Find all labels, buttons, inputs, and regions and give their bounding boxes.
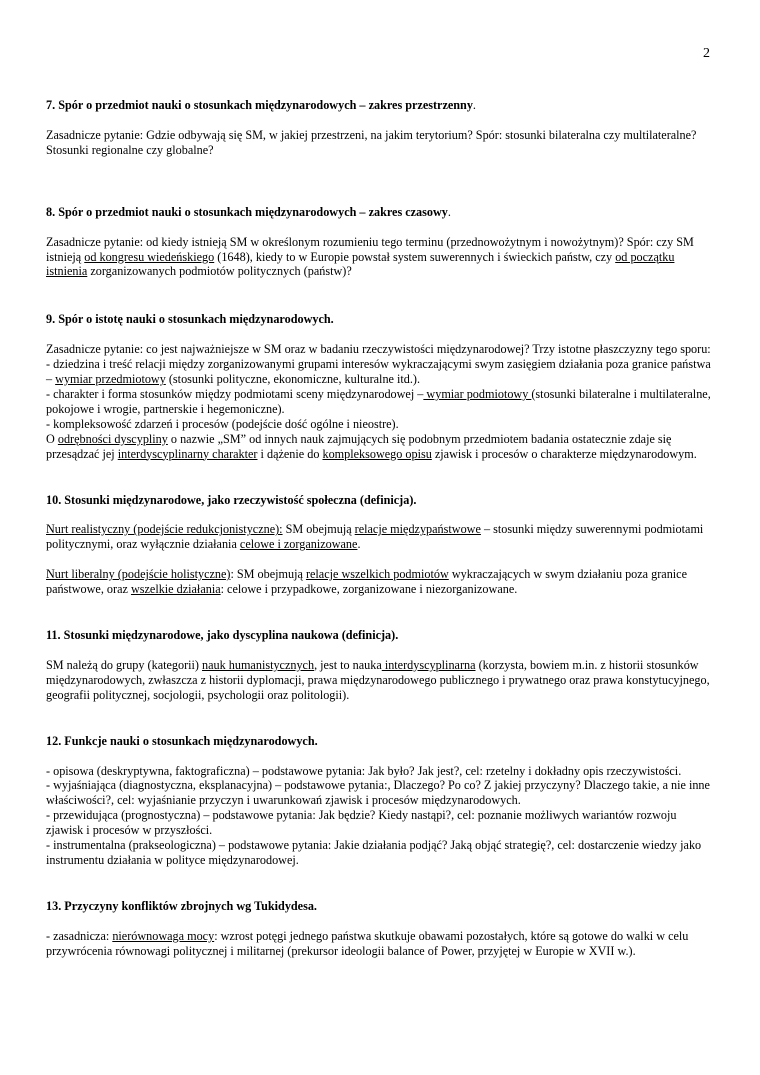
section-9-bullet-2: - charakter i forma stosunków między podmiotami sceny międzynarodowej – wymiar podmiotowy (stosunki bilateralne i multilateralne, pokojowe i wrogie, partnerskie i hegemoniczne). [46, 386, 711, 416]
document-body [46, 98, 714, 959]
underlined-term: celowe i zorganizowane [239, 537, 358, 552]
list-item: - wyjaśniająca (diagnostyczna, eksplanacyjna) – podstawowe pytania:, Dlaczego? Po co? Z jakiej przyczyny? Dlaczego takie, a nie inne właściwości?, cel: wyjaśnianie przyczyn i uwarunkowań zjawisk i procesów międzynarodowych. [46, 778, 710, 808]
section-9 [46, 312, 714, 461]
section-12-title: 12. Funkcje nauki o stosunkach międzynarodowych. [46, 733, 318, 748]
section-8-paragraph: Zasadnicze pytanie: od kiedy istnieją SM w określonym rozumieniu tego terminu (przednowożytnym i nowożytnym)? Spór: czy SM istnieją od kongresu wiedeńskiego (1648), kiedy to w Europie powstał system suwerennych i świeckich państw, czy od początku istnienia zorganizowanych podmiotów politycznych (państw)? [46, 234, 694, 279]
underlined-term: interdyscyplinarny charakter [117, 446, 258, 461]
section-10-title: 10. Stosunki międzynarodowe, jako rzeczywistość społeczna (definicja). [46, 492, 417, 507]
underlined-term: od początku istnienia [46, 249, 675, 279]
section-9-intro: Zasadnicze pytanie: co jest najważniejsze w SM oraz w badaniu rzeczywistości międzynarodowej? Trzy istotne płaszczyzny tego sporu: [46, 342, 711, 357]
underlined-term: odrębności dyscypliny [57, 431, 168, 446]
section-9-conclusion: O odrębności dyscypliny o nazwie „SM” od innych nauk zajmujących się podobnym przedmiotem badania ostatecznie zdaje się przesądzać jej interdyscyplinarny charakter i dążenie do kompleksowego opisu zjawisk i procesów o charakterze międzynarodowym. [46, 431, 697, 461]
underlined-term: Nurt realistyczny (podejście redukcjonistyczne): [46, 522, 283, 537]
underlined-term: od kongresu wiedeńskiego [84, 249, 215, 264]
section-13-title: 13. Przyczyny konfliktów zbrojnych wg Tukidydesa. [46, 898, 317, 913]
underlined-term: relacje międzypaństwowe [354, 522, 481, 537]
section-9-title: 9. Spór o istotę nauki o stosunkach międzynarodowych. [46, 312, 334, 327]
section-7 [46, 98, 714, 158]
section-13-paragraph: - zasadnicza: nierównowaga mocy: wzrost potęgi jednego państwa skutkuje obawami pozostałych, które są gotowe do walki w celu przywrócenia równowagi politycznej i militarnej (prekursor ideologii balance of Power, przyjętej w Europie w XVII w.). [46, 928, 689, 958]
section-10 [46, 493, 714, 598]
underlined-term: Nurt liberalny (podejście holistyczne) [46, 567, 231, 582]
list-item: - opisowa (deskryptywna, faktograficzna) – podstawowe pytania: Jak było? Jak jest?, cel: rzetelny i dokładny opis rzeczywistości. [46, 763, 682, 778]
underlined-term: wszelkie działania [130, 582, 221, 597]
section-7-title: 7. Spór o przedmiot nauki o stosunkach międzynarodowych – zakres przestrzenny. [46, 98, 476, 112]
section-12-list [46, 764, 714, 868]
section-8-title: 8. Spór o przedmiot nauki o stosunkach międzynarodowych – zakres czasowy. [46, 204, 451, 219]
section-11-title: 11. Stosunki międzynarodowe, jako dyscyplina naukowa (definicja). [46, 628, 399, 643]
underlined-term: interdyscyplinarna [381, 657, 476, 672]
section-13 [46, 899, 714, 959]
section-10-liberalism: Nurt liberalny (podejście holistyczne): SM obejmują relacje wszelkich podmiotów wykraczających w swym działaniu poza granice państwowe, oraz wszelkie działania: celowe i przypadkowe, zorganizowane i niezorganizowane. [46, 567, 688, 597]
section-12 [46, 734, 714, 868]
underlined-term: nierównowaga mocy [112, 928, 215, 943]
underlined-term: wymiar przedmiotowy [55, 372, 166, 387]
underlined-term: nauk humanistycznych [202, 657, 315, 672]
section-11 [46, 628, 714, 703]
list-item: - przewidująca (prognostyczna) – podstawowe pytania: Jak będzie? Kiedy nastąpi?, cel: poznanie możliwych wariantów rozwoju zjawisk i procesów w przyszłości. [46, 808, 677, 838]
underlined-term: wymiar podmiotowy [423, 386, 532, 401]
section-9-bullet-1: - dziedzina i treść relacji między zorganizowanymi grupami interesów wykraczającymi swym zasięgiem działania poza granice państwa – wymiar przedmiotowy (stosunki polityczne, ekonomiczne, kulturalne itd.). [46, 357, 711, 387]
section-7-paragraph: Zasadnicze pytanie: Gdzie odbywają się SM, w jakiej przestrzeni, na jakim terytorium? Spór: stosunki bilateralna czy multilateralne? Stosunki regionalne czy globalne? [46, 127, 697, 157]
underlined-term: relacje wszelkich podmiotów [305, 567, 449, 582]
underlined-term: kompleksowego opisu [322, 446, 432, 461]
list-item: - instrumentalna (prakseologiczna) – podstawowe pytania: Jakie działania podjąć? Jaką objąć strategię?, cel: dostarczenie wiedzy jako instrumentu działania w polityce międzynarodowej. [46, 838, 702, 867]
page-number: 2 [703, 46, 710, 61]
section-11-paragraph: SM należą do grupy (kategorii) nauk humanistycznych, jest to nauka interdyscyplinarna (korzysta, bowiem m.in. z historii stosunków międzynarodowych, zwłaszcza z historii dyplomacji, prawa międzynarodowego publicznego i prywatnego oraz prawa konstytucyjnego, geografii politycznej, socjologii, psychologii oraz politologii). [46, 657, 710, 702]
section-10-realism: Nurt realistyczny (podejście redukcjonistyczne): SM obejmują relacje międzypaństwowe – stosunki między suwerennymi podmiotami politycznymi, oraz wyłącznie działania celowe i zorganizowane. [46, 522, 704, 552]
section-9-bullet-3: - kompleksowość zdarzeń i procesów (podejście dość ogólne i nieostre). [46, 416, 399, 431]
section-8 [46, 205, 714, 280]
